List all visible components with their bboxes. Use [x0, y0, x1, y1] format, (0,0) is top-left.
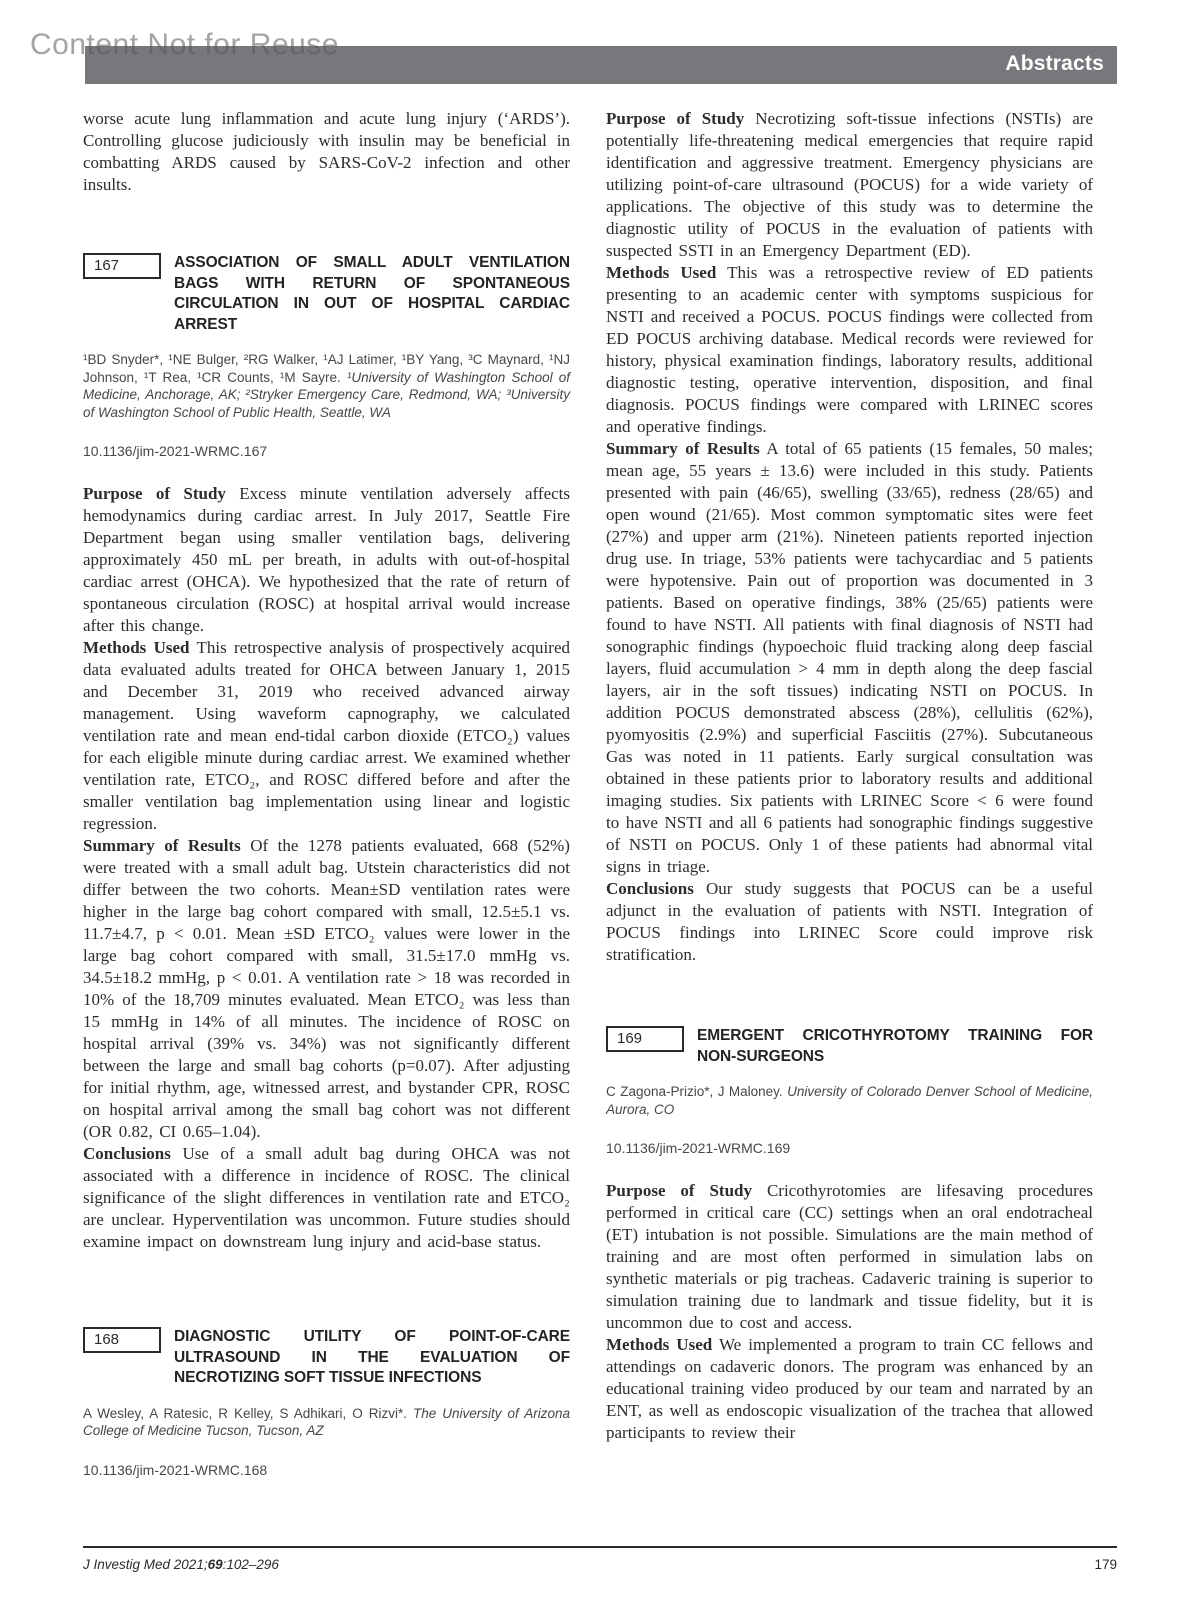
section-label: Methods Used: [83, 638, 190, 657]
right-column: [606, 108, 1093, 1444]
section-text: This retrospective analysis of prospectively acquired data evaluated adults treated for OHCA between January 1, 2015 and December 31, 2019 who received advanced airway management. Using waveform capnography, we calculated ventilation rate and mean end-tidal carbon dioxide (ETCO₂) values for each eligible minute during cardiac arrest. We examined whether ventilation rate, ETCO₂, and ROSC differed before and after the smaller ventilation bag implementation using linear and logistic regression.: [83, 638, 570, 833]
abstract-168-title: DIAGNOSTIC UTILITY OF POINT-OF-CARE ULTRASOUND IN THE EVALUATION OF NECROTIZING SOFT TISSUE INFECTIONS: [174, 1328, 570, 1386]
section-label: Summary of Results: [83, 836, 241, 855]
section-label: Conclusions: [83, 1144, 171, 1163]
abstract-168-section-purpose: [606, 108, 1093, 262]
section-text: Cricothyrotomies are lifesaving procedures performed in critical care (CC) settings when an oral endotracheal (ET) intubation is not possible. Simulations are the main method of training and are most often performed in simulation labs on synthetic materials or pig tracheas. Cadaveric training is superior to simulation training due to landmark and tissue fidelity, but it is uncommon due to cost and access.: [606, 1181, 1094, 1332]
section-text: A total of 65 patients (15 females, 50 males; mean age, 55 years ± 13.6) were included in this study. Patients presented with pain (46/65), swelling (33/65), redness (28/65) and open wound (21/65). Most common symptomatic sites were feet (27%) and upper arm (21%). Nineteen patients reported injection drug use. In triage, 53% patients were tachycardiac and 5 patients were hypotensive. Pain out of proportion was documented in 3 patients. Based on operative findings, 38% (25/65) patients were found to have NSTI. All patients with final diagnosis of NSTI had sonographic findings (hypoechoic fluid tracking along deep fascial layers, fluid accumulation > 4 mm in depth along the deep fascial layers, air in the soft tissues) indicating NSTI on POCUS. In addition POCUS demonstrated abscess (28%), cellulitis (62%), pyomyositis (2.9%) and superficial Fasciitis (27%). Subcutaneous Gas was noted in 11 patients. Early surgical consultation was obtained in these patients prior to laboratory results and additional imaging studies. Six patients with LRINEC Score < 6 were found to have NSTI and all 6 patients had sonographic findings suggestive of NSTI on POCUS. Only 1 of these patients had abnormal vital signs in triage.: [606, 439, 1093, 876]
abstract-169-body: [606, 1180, 1093, 1444]
abstract-167-title: ASSOCIATION OF SMALL ADULT VENTILATION BAGS WITH RETURN OF SPONTANEOUS CIRCULATION IN OUT OF HOSPITAL CARDIAC ARREST: [174, 254, 570, 333]
abstract-168-section-methods: [606, 262, 1093, 438]
left-column: [83, 108, 570, 1492]
footer-pages: :102–296: [222, 1557, 279, 1572]
abstract-168-heading: [83, 1327, 570, 1389]
abstract-168-section-conclusions: [606, 878, 1093, 966]
section-text: Our study suggests that POCUS can be a useful adjunct in the evaluation of patients with NSTI. Integration of POCUS findings into LRINEC Score could improve risk stratification.: [606, 879, 1093, 964]
abstract-168-affiliations: The University of Arizona College of Medicine Tucson, Tucson, AZ: [83, 1405, 570, 1438]
section-label: Methods Used: [606, 263, 717, 282]
footer-rule: [83, 1546, 1117, 1548]
section-label: Conclusions: [606, 879, 694, 898]
watermark-text: Content Not for Reuse: [30, 28, 339, 61]
abstract-167-number: 167: [83, 253, 161, 279]
footer-journal: J Investig Med 2021;: [83, 1557, 208, 1572]
abstract-167-section-methods: [83, 637, 570, 835]
abstract-167-section-results: [83, 835, 570, 1143]
abstract-168-doi: 10.1136/jim-2021-WRMC.168: [83, 1461, 268, 1478]
abstract-167-authors: [83, 351, 570, 421]
abstract-169-authors: [606, 1083, 1093, 1118]
footer-page-number: 179: [1094, 1557, 1117, 1572]
abstract-168-section-results: [606, 438, 1093, 878]
section-text: Of the 1278 patients evaluated, 668 (52%) were treated with a small adult bag. Utstein characteristics did not differ between the two cohorts. Mean±SD ventilation rates were higher in the large bag cohort compared with small, 12.5±5.1 vs. 11.7±4.7, p < 0.01. Mean ±SD ETCO₂ values were lower in the large bag cohort compared with small, 31.5±17.0 mmHg vs. 34.5±18.2 mmHg, p < 0.01. A ventilation rate > 18 was recorded in 10% of the 18,709 minutes evaluated. Mean ETCO₂ was less than 15 mmHg in 14% of all minutes. The incidence of ROSC on hospital arrival (39% vs. 34%) was not significantly different between the large and small bag cohorts (p=0.07). After adjusting for initial rhythm, age, witnessed arrest, and bystander CPR, ROSC on hospital arrival among the small bag cohort was not different (OR 0.82, CI 0.65–1.04).: [83, 836, 570, 1141]
abstract-167-section-purpose: [83, 483, 570, 637]
abstract-169-doi: 10.1136/jim-2021-WRMC.169: [606, 1140, 791, 1156]
abstract-168-body: [606, 108, 1093, 966]
section-text: We implemented a program to train CC fellows and attendings on cadaveric donors. The program was enhanced by an educational training video produced by our team and narrated by an ENT, as well as endoscopic visualization of the trachea that allowed participants to review their: [606, 1335, 1093, 1442]
section-text: This was a retrospective review of ED patients presenting to an academic center with symptoms suspicious for NSTI and received a POCUS. POCUS findings were collected from ED POCUS archiving database. Medical records were reviewed for history, physical examination findings, laboratory results, additional diagnostic testing, operative intervention, disposition, and final diagnosis. POCUS findings were compared with LRINEC scores and operative findings.: [606, 263, 1093, 436]
abstract-167-doi: 10.1136/jim-2021-WRMC.167: [83, 443, 268, 459]
footer-citation: [83, 1557, 279, 1572]
abstract-169-section-purpose: [606, 1180, 1093, 1334]
abstract-168-authors: [83, 1405, 570, 1440]
abstract-169-title: EMERGENT CRICOTHYROTOMY TRAINING FOR NON-SURGEONS: [697, 1027, 1093, 1065]
abstract-167-affiliations: ¹University of Washington School of Medicine, Anchorage, AK; ²Stryker Emergency Care, Redmond, WA; ³University of Washington School of Public Health, Seattle, WA: [83, 369, 570, 420]
abstract-169-affiliations: University of Colorado Denver School of Medicine, Aurora, CO: [606, 1084, 1093, 1117]
abstract-167-body: [83, 483, 570, 1253]
abstract-169-heading: [606, 1026, 1093, 1067]
abstract-168-author-names: A Wesley, A Ratesic, R Kelley, S Adhikari, O Rizvi*.: [83, 1405, 413, 1421]
section-text: Necrotizing soft-tissue infections (NSTIs) are potentially life-threatening medical emergencies that require rapid identification and aggressive treatment. Emergency physicians are utilizing point-of-care ultrasound (POCUS) for a wide variety of applications. The objective of this study was to determine the diagnostic utility of POCUS in the evaluation of patients with suspected SSTI in an Emergency Department (ED).: [606, 109, 1093, 260]
section-label: Purpose of Study: [606, 109, 745, 128]
abstract-167-author-names: ¹BD Snyder*, ¹NE Bulger, ²RG Walker, ¹AJ Latimer, ¹BY Yang, ³C Maynard, ¹NJ Johnson, ¹T Rea, ¹CR Counts, ¹M Sayre.: [83, 352, 570, 385]
abstract-169-number: 169: [606, 1026, 684, 1052]
footer-volume: 69: [207, 1557, 223, 1572]
section-label: Purpose of Study: [606, 1181, 753, 1200]
section-text: Excess minute ventilation adversely affects hemodynamics during cardiac arrest. In July 2017, Seattle Fire Department began using smaller ventilation bags, delivering approximately 450 mL per breath, in adults with out-of-hospital cardiac arrest (OHCA). We hypothesized that the rate of return of spontaneous circulation (ROSC) at hospital arrival would increase after this change.: [83, 484, 570, 635]
intro-paragraph: worse acute lung inflammation and acute lung injury (‘ARDS’). Controlling glucose judiciously with insulin may be beneficial in combatting ARDS caused by SARS-CoV-2 infection and other insults.: [83, 109, 570, 194]
abstract-168-number: 168: [83, 1327, 161, 1353]
section-label: Purpose of Study: [83, 484, 226, 503]
section-text: Use of a small adult bag during OHCA was not associated with a difference in incidence of ROSC. The clinical significance of the slight differences in ventilation rate and ETCO₂ are unclear. Hyperventilation was uncommon. Future studies should examine impact on downstream lung injury and acid-base status.: [83, 1144, 570, 1251]
section-label: Summary of Results: [606, 439, 760, 458]
abstract-167-heading: [83, 253, 570, 335]
abstract-169-section-methods: [606, 1334, 1093, 1444]
abstract-167-section-conclusions: [83, 1143, 570, 1253]
header-section-label: Abstracts: [1005, 52, 1104, 75]
abstract-169-author-names: C Zagona-Prizio*, J Maloney.: [606, 1084, 788, 1099]
section-label: Methods Used: [606, 1335, 713, 1354]
